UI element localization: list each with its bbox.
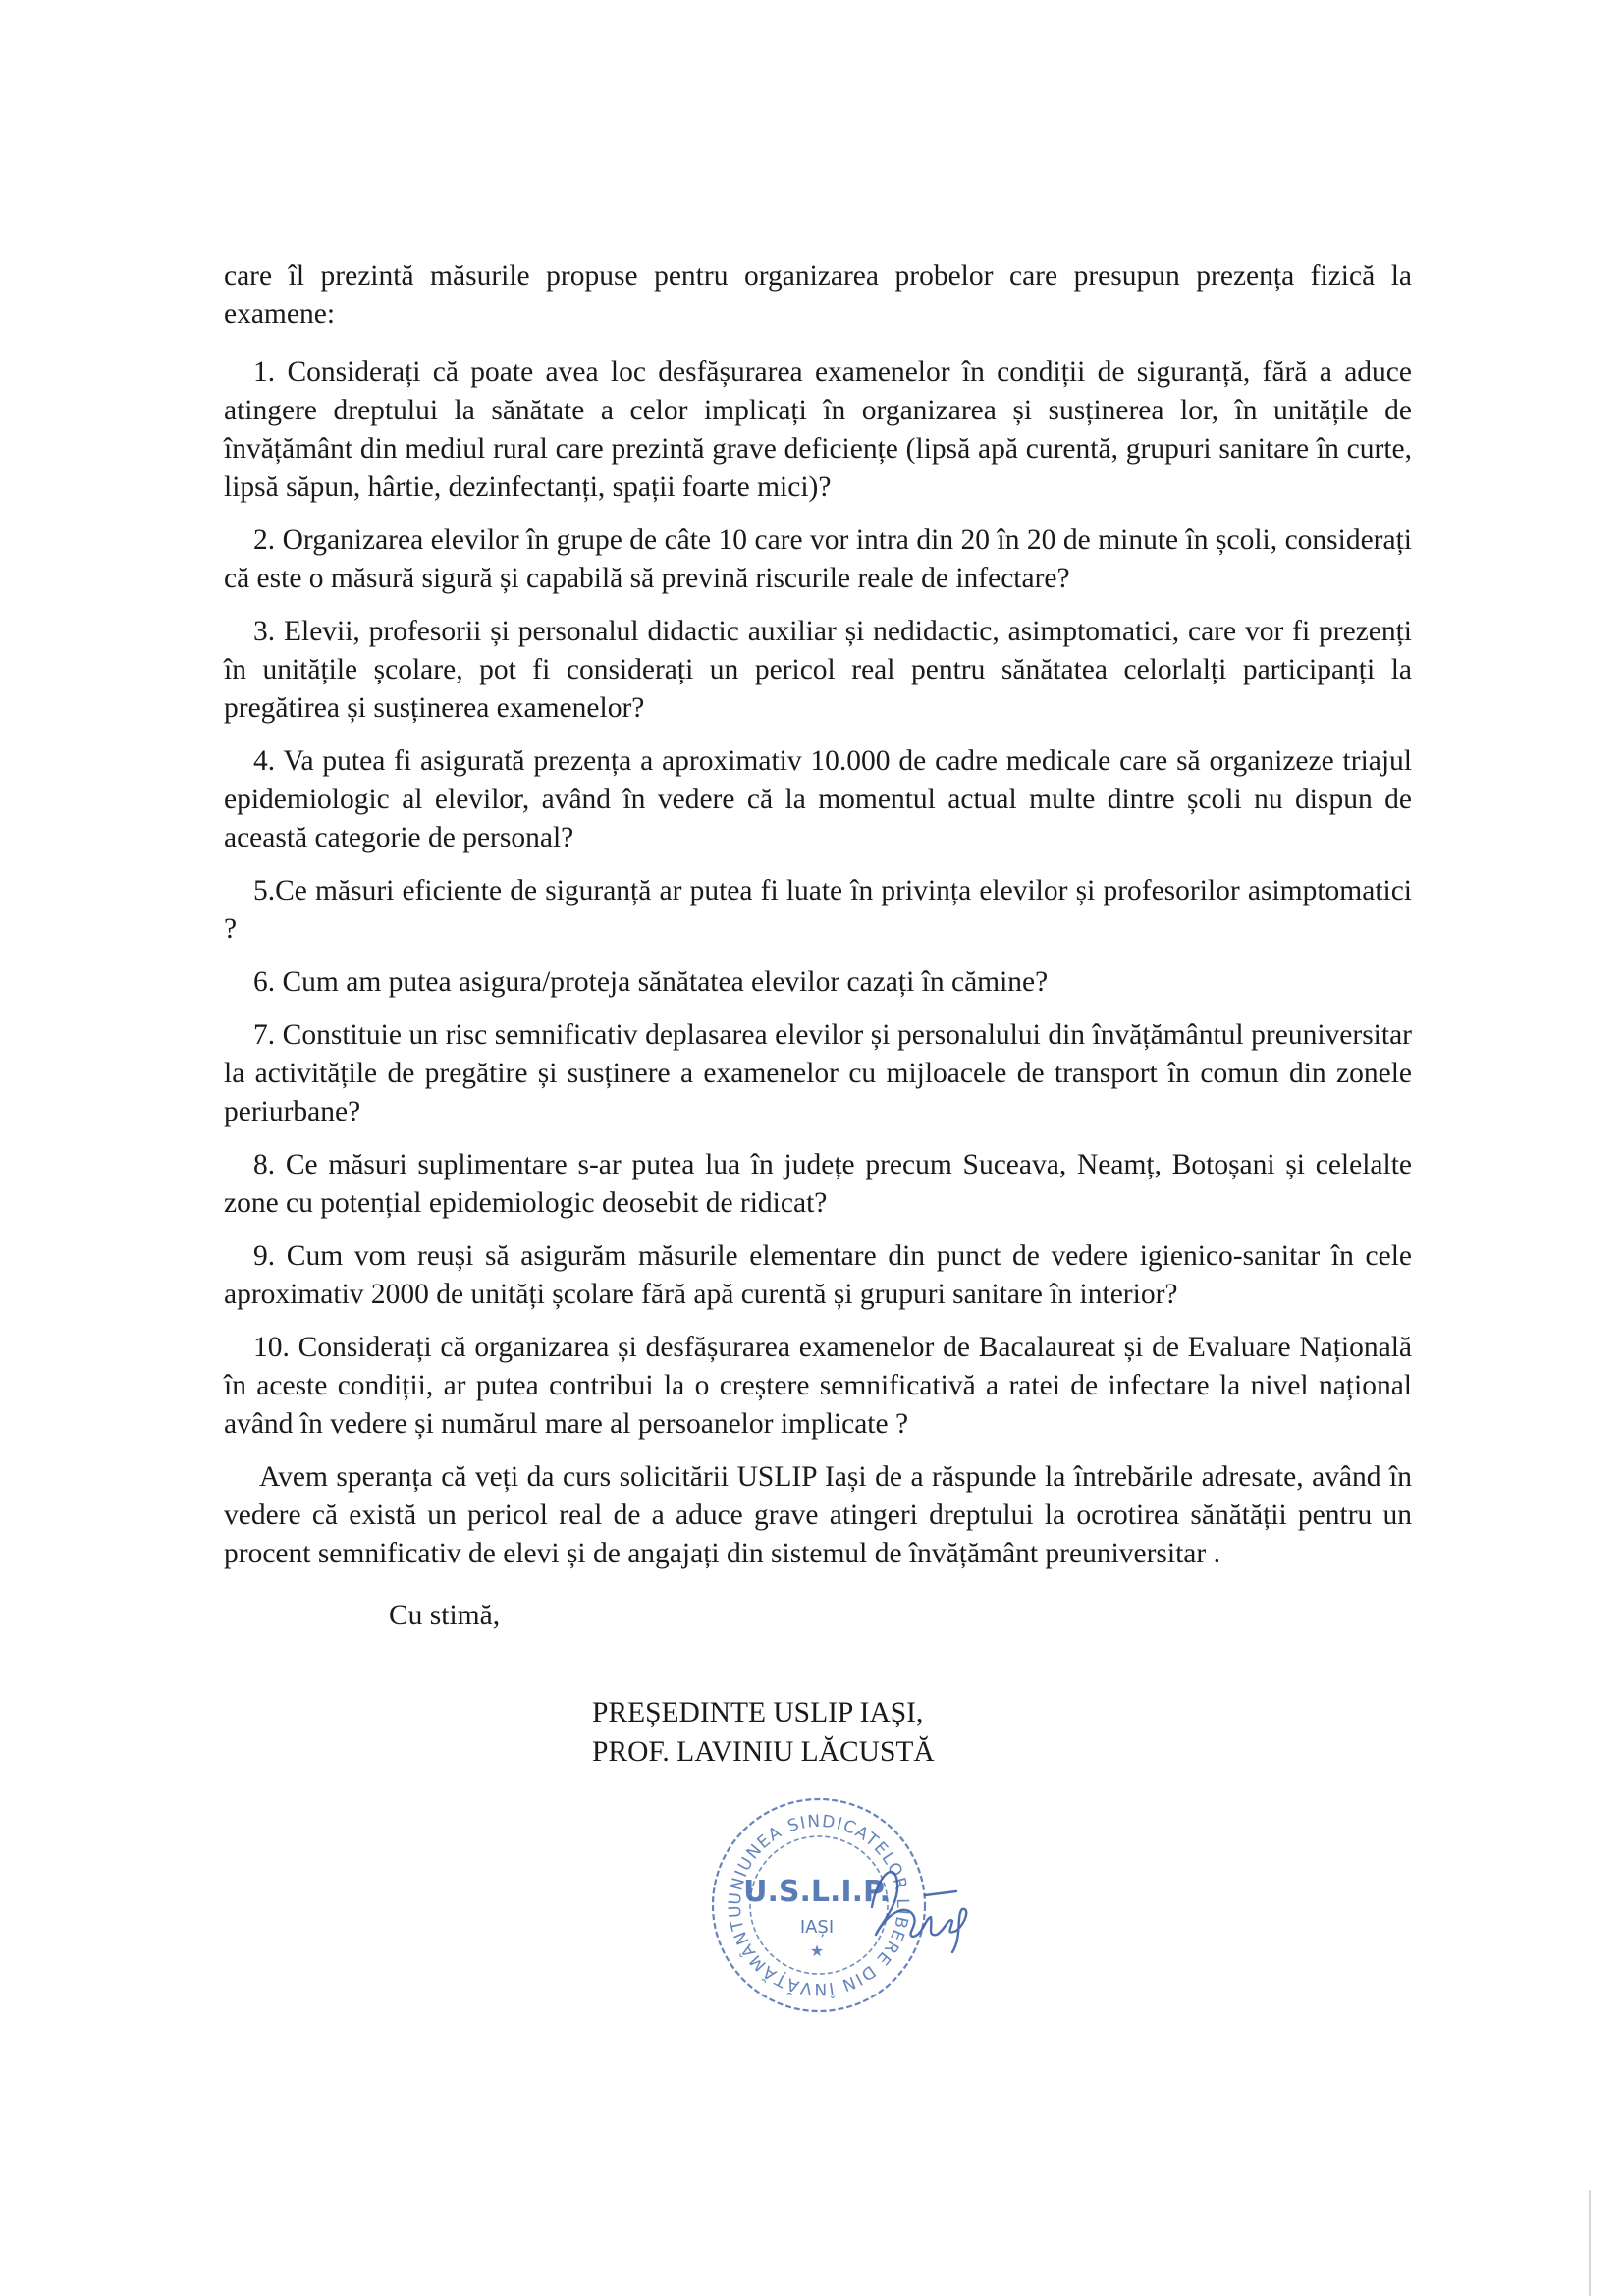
question-10: 10. Considerați că organizarea și desfășurarea examenelor de Bacalaureat și de Evaluare Națională în aceste condiții, ar putea contribui la o creștere semnificativă a ratei de infectare la nivel național având în vedere și numărul mare al persoanelor implicate ? — [224, 1332, 1412, 1440]
signatory-role: PREȘEDINTE USLIP IAȘI, — [592, 1697, 924, 1728]
svg-text:U.S.L.I.P.: U.S.L.I.P. — [743, 1875, 891, 1909]
question-8: 8. Ce măsuri suplimentare s-ar putea lua în județe precum Suceava, Neamț, Botoșani și celelalte zone cu potențial epidemiologic deosebit de ridicat? — [224, 1149, 1412, 1219]
svg-text:★: ★ — [809, 1941, 825, 1960]
svg-text:IAȘI: IAȘI — [799, 1917, 835, 1938]
letter-body — [224, 257, 1412, 1593]
question-2: 2. Organizarea elevilor în grupe de câte 10 care vor intra din 20 în 20 de minute în școli, considerați că este o măsură sigură și capabilă să prevină riscurile reale de infectare? — [224, 524, 1412, 594]
svg-text:UNIUNEA SINDICATELOR LIBERE DI: UNIUNEA SINDICATELOR LIBERE DIN ÎNVĂȚĂMÂNTU — [725, 1811, 913, 1999]
question-3: 3. Elevii, profesorii și personalul didactic auxiliar și nedidactic, asimptomatici, care vor fi prezenți în unitățile școlare, pot fi considerați un pericol real pentru sănătatea celorlalți participanți la pregătirea și susținerea examenelor? — [224, 616, 1412, 724]
closing-paragraph: Avem speranța că veți da curs solicitării USLIP Iași de a răspunde la întrebările adresate, având în vedere că există un pericol real de a aduce grave atingeri dreptului la ocrotirea sănătății pentru un procent semnificativ de elevi și de angajați din sistemul de învățământ preuniversitar . — [224, 1461, 1412, 1569]
scan-edge-mark — [1589, 2190, 1591, 2296]
official-stamp — [662, 1787, 976, 2023]
question-7: 7. Constituie un risc semnificativ deplasarea elevilor și personalului din învățământul preuniversitar la activitățile de pregătire și susținere a examenelor cu mijloacele de transport în comun din zonele periurbane? — [224, 1019, 1412, 1127]
salutation: Cu stimă, — [389, 1600, 501, 1631]
question-9: 9. Cum vom reuși să asigurăm măsurile elementare din punct de vedere igienico-sanitar în cele aproximativ 2000 de unități școlare fără apă curentă și grupuri sanitare în interior? — [224, 1240, 1412, 1310]
question-6: 6. Cum am putea asigura/proteja sănătatea elevilor cazați în cămine? — [253, 966, 1049, 998]
signature-block — [592, 1693, 935, 1772]
question-4: 4. Va putea fi asigurată prezența a aproximativ 10.000 de cadre medicale care să organizeze triajul epidemiologic al elevilor, având în vedere că la momentul actual multe dintre școli nu dispun de această categorie de personal? — [224, 745, 1412, 853]
intro-paragraph: care îl prezintă măsurile propuse pentru organizarea probelor care presupun prezența fizică la examene: — [224, 260, 1412, 330]
stamp-seal-icon — [662, 1787, 976, 2023]
signatory-name: PROF. LAVINIU LĂCUSTĂ — [592, 1736, 935, 1768]
question-5: 5.Ce măsuri eficiente de siguranță ar putea fi luate în privința elevilor și profesorilor asimptomatici ? — [224, 875, 1412, 945]
question-1: 1. Considerați că poate avea loc desfășurarea examenelor în condiții de siguranță, fără a aduce atingere dreptului la sănătate a celor implicați în organizarea și susținerea lor, în unitățile de învățământ din mediul rural care prezintă grave deficiențe (lipsă apă curentă, grupuri sanitare în curte, lipsă săpun, hârtie, dezinfectanți, spații foarte mici)? — [224, 356, 1412, 503]
